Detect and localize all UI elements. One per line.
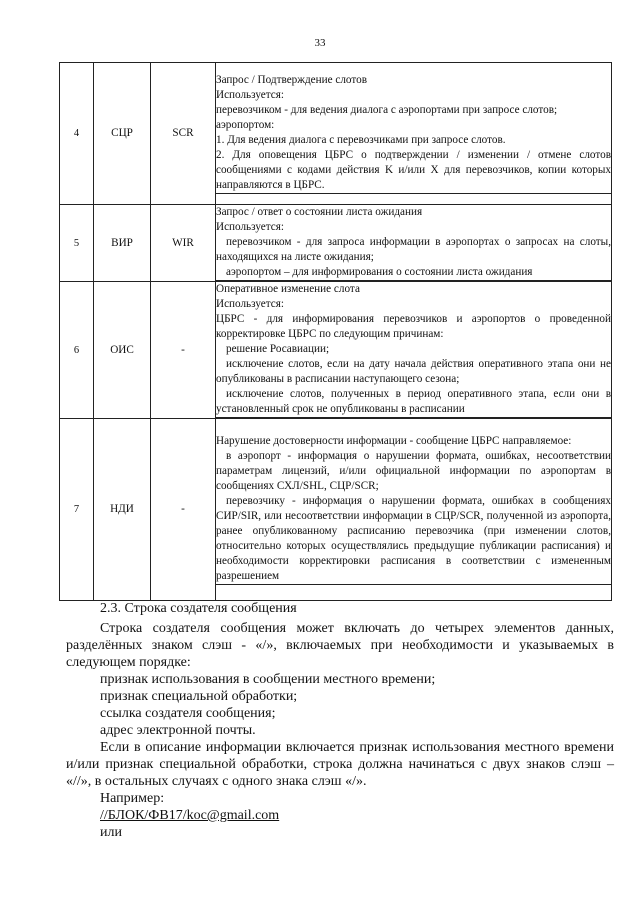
description-line: Запрос / ответ о состоянии листа ожидания [216, 206, 423, 218]
description-line: ЦБРС - для информирования перевозчиков и аэропортов о проведенной корректировке ЦБРС по следующим причинам: [216, 313, 611, 340]
code-en-cell: - [151, 282, 216, 419]
code-en-cell: - [151, 419, 216, 601]
description-line: перевозчику - информация о нарушении формата, ошибках в сообщениях СИР/SIR, или несоответствии информации в СЦР/SCR, полученной из аэропорта, ранее опубликованному расписанию перевозчика (при изменении слотов, относительно которых осуществлялись предыдущие публикации расписания) и необходимости корректировки расписания в соответствии с измененным разрешением [216, 494, 611, 585]
description-line: Используется: [216, 298, 285, 310]
list-item: адрес электронной почты. [100, 723, 256, 738]
description-line: 1. Для ведения диалога с перевозчиками при запросе слотов. [216, 134, 506, 146]
or-label: или [100, 825, 122, 840]
table-row [60, 205, 612, 282]
description-line: в аэропорт - информация о нарушении формата, ошибках, несоответствии параметрам лицензий, и/или официальной информации по аэропортам в сообщениях СХЛ/SHL, СЦР/SCR; [216, 450, 611, 492]
section-paragraph-2: Если в описание информации включается признак использования местного времени и/или признак специальной обработки, строка должна начинаться с двух знаков слэш – «//», в остальных случаях с одного знака слэш «/». [66, 740, 614, 789]
example-label: Например: [100, 791, 165, 806]
code-ru-cell: ОИС [94, 282, 151, 419]
row-number-cell: 5 [60, 205, 94, 282]
description-line: Используется: [216, 89, 285, 101]
list-item: признак специальной обработки; [100, 689, 298, 704]
code-ru-cell: НДИ [94, 419, 151, 601]
description-line: решение Росавиации; [226, 343, 330, 355]
row-number-cell: 6 [60, 282, 94, 419]
list-item: признак использования в сообщении местного времени; [100, 672, 436, 687]
description-line: Запрос / Подтверждение слотов [216, 74, 367, 86]
message-types-table [59, 62, 612, 601]
description-line: исключение слотов, если на дату начала действия оперативного этапа они не опубликованы в расписании наступающего сезона; [216, 358, 611, 385]
description-cell [216, 63, 612, 205]
description-line: 2. Для оповещения ЦБРС о подтверждении / изменении / отмене слотов сообщениями с кодами действия K и/или X для перевозчиков, копии которых направляются в ЦБРС. [216, 148, 611, 194]
description-line: аэропортом – для информирования о состоянии листа ожидания [216, 265, 611, 281]
section-2-3 [66, 600, 614, 841]
code-ru-cell: ВИР [94, 205, 151, 282]
description-line: перевозчиком - для запроса информации в аэропортах о запросах на слоты, находящихся на листе ожидания; [216, 236, 611, 263]
description-line: исключение слотов, полученных в период оперативного этапа, если они в установленный срок не опубликованы в расписании [216, 387, 611, 418]
code-en-cell: SCR [151, 63, 216, 205]
code-en-cell: WIR [151, 205, 216, 282]
section-paragraph-1: Строка создателя сообщения может включать до четырех элементов данных, разделённых знаком слэш - «/», включаемых при необходимости и указываемых в следующем порядке: [66, 621, 614, 670]
row-number-cell: 4 [60, 63, 94, 205]
description-line: Нарушение достоверности информации - сообщение ЦБРС направляемое: [216, 435, 572, 447]
description-line: Оперативное изменение слота [216, 283, 360, 295]
table-row [60, 63, 612, 205]
section-heading: 2.3. Строка создателя сообщения [100, 601, 297, 616]
description-line: Используется: [216, 221, 285, 233]
list-item: ссылка создателя сообщения; [100, 706, 276, 721]
description-cell [216, 205, 612, 282]
table-row [60, 419, 612, 601]
table-body [60, 63, 612, 601]
description-cell [216, 419, 612, 601]
example-value: //БЛОК/ФВ17/koc@gmail.com [100, 808, 280, 823]
row-number-cell: 7 [60, 419, 94, 601]
code-ru-cell: СЦР [94, 63, 151, 205]
description-line: перевозчиком - для ведения диалога с аэропортами при запросе слотов; [216, 104, 558, 116]
table-row [60, 282, 612, 419]
description-cell [216, 282, 612, 419]
page-number: 33 [314, 37, 326, 49]
description-line: аэропортом: [216, 119, 275, 131]
